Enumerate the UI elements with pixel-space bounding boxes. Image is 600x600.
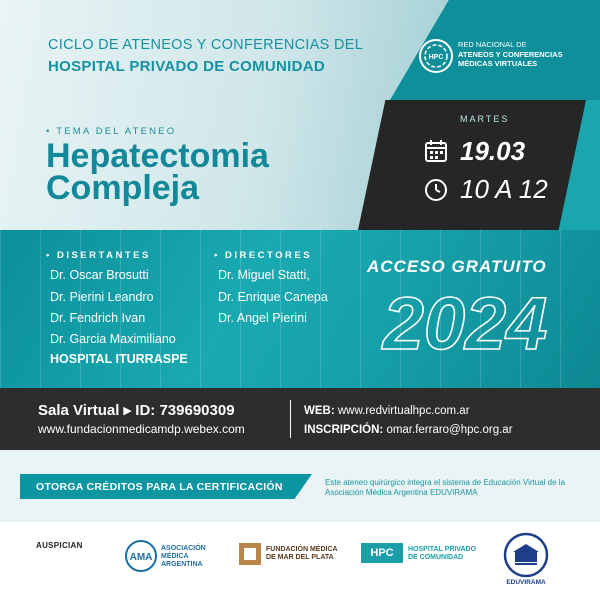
year-outline xyxy=(350,287,580,357)
web-info: WEB: www.redvirtualhpc.com.ar xyxy=(304,405,470,417)
virtual-room-id: Sala Virtual ▸ ID: 739690309 xyxy=(38,402,235,419)
directors-label: • DIRECTORES xyxy=(214,250,313,261)
director-name: Dr. Miguel Statti, xyxy=(218,268,310,282)
registration-email[interactable]: omar.ferraro@hpc.org.ar xyxy=(386,424,513,436)
series-title: CICLO DE ATENEOS Y CONFERENCIAS DEL xyxy=(48,37,364,53)
hospital-title: HOSPITAL PRIVADO DE COMUNIDAD xyxy=(48,58,326,75)
webex-link[interactable]: www.fundacionmedicamdp.webex.com xyxy=(38,422,245,436)
topic-title: Hepatectomia Compleja xyxy=(46,137,269,207)
hpc-name: HOSPITAL PRIVADO DE COMUNIDAD xyxy=(408,546,477,561)
ama-logo-text: AMA xyxy=(129,552,153,563)
free-access-label: ACCESO GRATUITO xyxy=(367,257,547,276)
web-link[interactable]: www.redvirtualhpc.com.ar xyxy=(337,405,470,417)
year-text: 2024 xyxy=(382,287,548,357)
sponsors-label: AUSPICIAN xyxy=(36,541,83,550)
director-name: Dr. Enrique Canepa xyxy=(218,290,328,304)
speaker-name: Dr. Oscar Brosutti xyxy=(50,268,149,282)
fundacion-logo-icon xyxy=(238,542,262,566)
speaker-name: Dr. Garcia Maximiliano xyxy=(50,332,176,346)
director-name: Dr. Angel Pierini xyxy=(218,311,307,325)
schedule-time: 10 A 12 xyxy=(460,174,548,204)
eduvirama-name: EDUVIRAMA xyxy=(506,579,546,586)
clock-icon xyxy=(424,178,448,202)
registration-info: INSCRIPCIÓN: omar.ferraro@hpc.org.ar xyxy=(304,424,513,436)
network-logo-icon xyxy=(418,38,454,74)
network-name: RED NACIONAL DE ATENEOS Y CONFERENCIAS MÉDICAS VIRTUALES xyxy=(458,40,563,68)
schedule-date: 19.03 xyxy=(460,136,526,166)
credits-label: OTORGA CRÉDITOS PARA LA CERTIFICACIÓN xyxy=(36,481,283,493)
ama-logo-icon xyxy=(124,539,158,573)
virtual-room-band xyxy=(0,388,600,450)
credits-note: Este ateneo quirúrgico integra el sistema de Educación Virtual de la Asociación Médica Argentina EDUVIRAMA xyxy=(325,478,565,497)
speaker-name: Dr. Fendrich Ivan xyxy=(50,311,146,325)
speaker-institution: HOSPITAL ITURRASPE xyxy=(50,352,188,366)
speakers-label: • DISERTANTES xyxy=(46,250,151,261)
hpc-logo: HPC xyxy=(361,543,403,563)
calendar-icon xyxy=(424,139,448,163)
fundacion-name: FUNDACIÓN MÉDICA DE MAR DEL PLATA xyxy=(266,546,338,561)
schedule-day: MARTES xyxy=(460,114,510,124)
topic-label: • TEMA DEL ATENEO xyxy=(46,126,177,137)
network-logo-text: HPC xyxy=(428,54,444,61)
ama-name: ASOCIACIÓN MÉDICA ARGENTINA xyxy=(161,545,206,568)
divider xyxy=(290,400,291,438)
speaker-name: Dr. Pierini Leandro xyxy=(50,290,154,304)
eduvirama-logo-icon xyxy=(503,532,549,578)
